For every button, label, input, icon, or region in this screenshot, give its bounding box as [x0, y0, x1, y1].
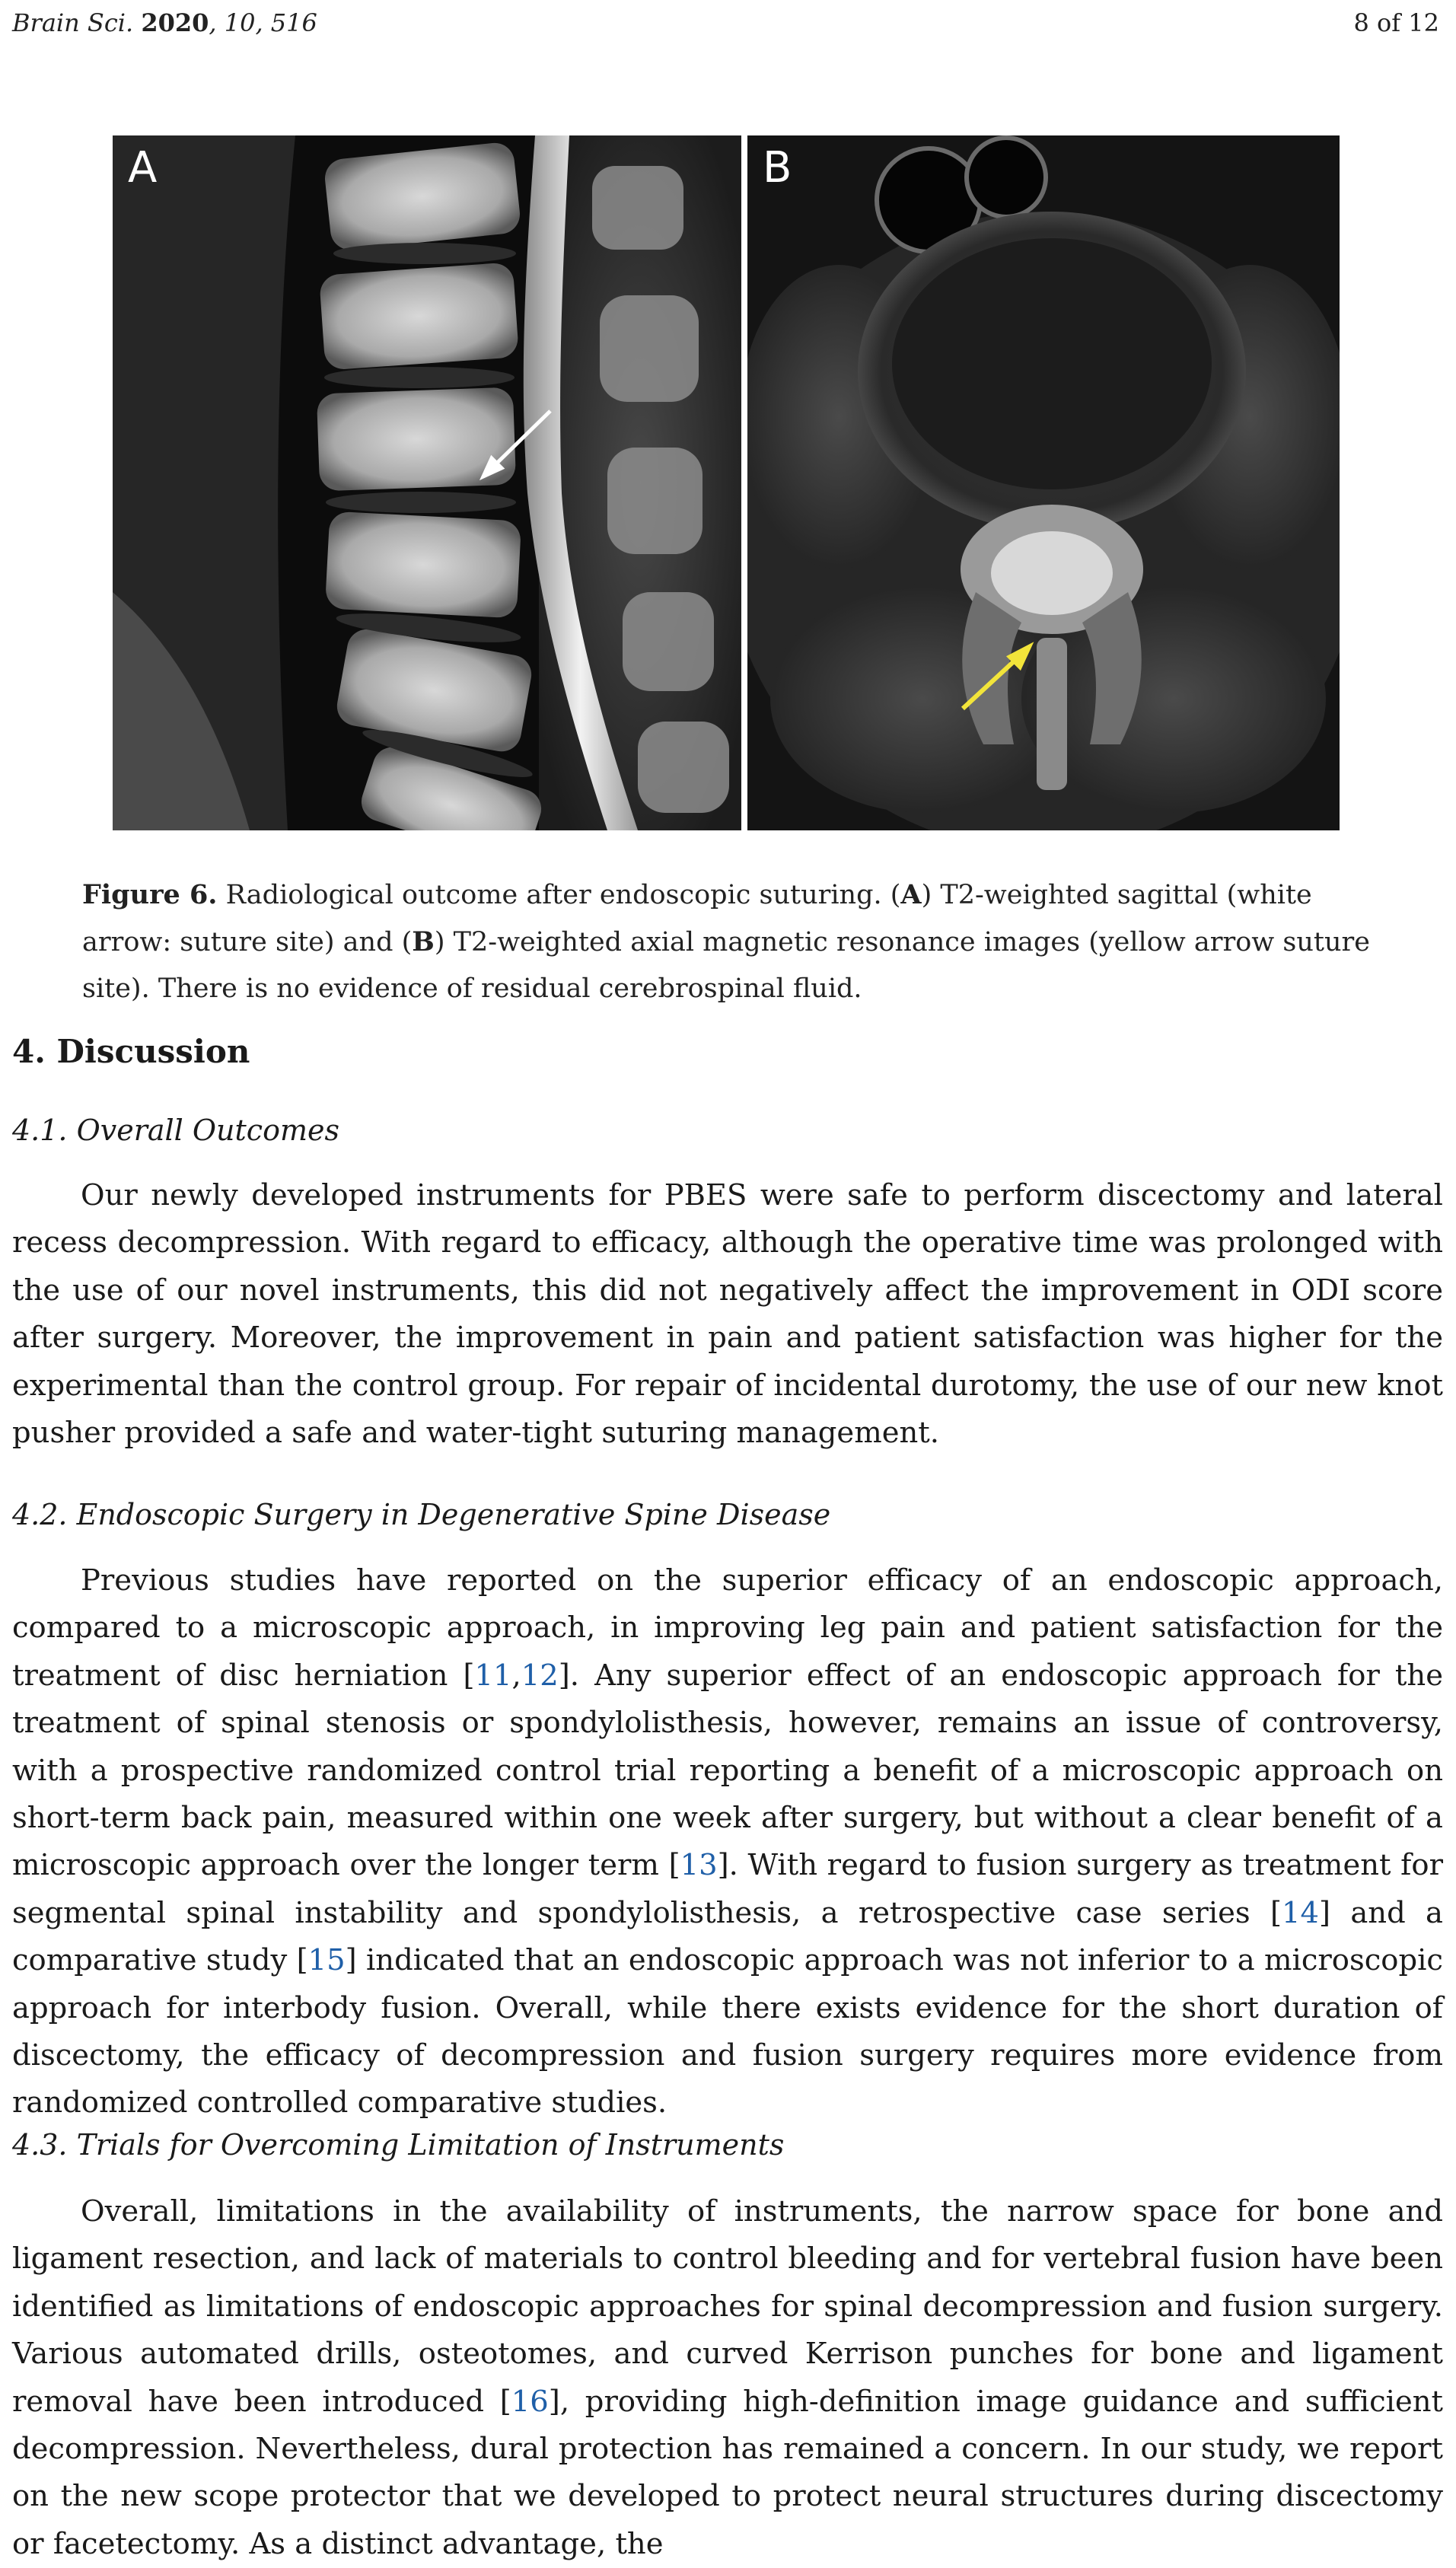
- citation-link[interactable]: 12: [521, 1658, 559, 1693]
- page-number: 8 of 12: [1353, 8, 1439, 37]
- citation-link[interactable]: 13: [680, 1848, 718, 1883]
- axial-mri-image: [747, 135, 1340, 830]
- citation-link[interactable]: 11: [474, 1658, 512, 1693]
- subsection-heading-4-1: 4.1. Overall Outcomes: [12, 1114, 339, 1147]
- mri-panel-b: [747, 135, 1340, 830]
- figure-6: [113, 135, 1340, 830]
- mri-panel-a: [113, 135, 741, 830]
- panel-label-a: A: [128, 143, 158, 193]
- paragraph-4-1: Our newly developed instruments for PBES were safe to perform discectomy and lateral recess decompression. With regard to efficacy, although the operative time was prolonged with the use of our novel instruments, this did not negatively affect the improvement in ODI score after surgery. Moreover, the improvement in pain and patient satisfaction was higher for the experimental than the control group. For repair of incidental durotomy, the use of our new knot pusher provided a safe and water-tight suturing management.: [12, 1178, 1443, 1451]
- panel-label-b: B: [763, 143, 792, 193]
- subsection-heading-4-3: 4.3. Trials for Overcoming Limitation of Instruments: [12, 2128, 785, 2162]
- citation-link[interactable]: 15: [307, 1943, 346, 1978]
- figure-label: Figure 6.: [82, 879, 218, 910]
- paragraph-4-2: Previous studies have reported on the superior efficacy of an endoscopic approach, compared to a microscopic approach, in improving leg pain and patient satisfaction for the treatment of disc herniation [11,12]. Any superior effect of an endoscopic approach for the treatment of spinal stenosis or spondylolisthesis, however, remains an issue of controversy, with a prospective randomized control trial reporting a benefit of a microscopic approach on short-term back pain, measured within one week after surgery, but without a clear benefit of a microscopic approach over the longer term [13]. With regard to fusion surgery as treatment for segmental spinal instability and spondylolisthesis, a retrospective case series [14] and a comparative study [15] indicated that an endoscopic approach was not inferior to a microscopic approach for interbody fusion. Overall, while there exists evidence for the short duration of discectomy, the efficacy of decompression and fusion surgery requires more evidence from randomized controlled comparative studies.: [12, 1563, 1443, 2120]
- paragraph-4-3: Overall, limitations in the availability of instruments, the narrow space for bone and ligament resection, and lack of materials to control bleeding and for vertebral fusion have been identified as limitations of endoscopic approaches for spinal decompression and fusion surgery. Various automated drills, osteotomes, and curved Kerrison punches for bone and ligament removal have been introduced [16], providing high-definition image guidance and sufficient decompression. Nevertheless, dural protection has remained a concern. In our study, we report on the new scope protector that we developed to protect neural structures during discectomy or facetectomy. As a distinct advantage, the: [12, 2194, 1443, 2561]
- running-header: [12, 6, 1439, 40]
- sagittal-mri-image: [113, 135, 741, 830]
- figure-caption: Figure 6. Radiological outcome after endoscopic suturing. (A) T2-weighted sagittal (white arrow: suture site) and (B) T2-weighted axial magnetic resonance images (yellow arrow suture site). There is no evidence of residual cerebrospinal fluid.: [82, 879, 1370, 1004]
- citation-link[interactable]: 16: [511, 2384, 549, 2419]
- subsection-heading-4-2: 4.2. Endoscopic Surgery in Degenerative Spine Disease: [12, 1498, 831, 1531]
- section-heading: 4. Discussion: [12, 1033, 250, 1070]
- journal-citation: Brain Sci. 2020, 10, 516: [12, 8, 317, 37]
- citation-link[interactable]: 14: [1282, 1895, 1319, 1930]
